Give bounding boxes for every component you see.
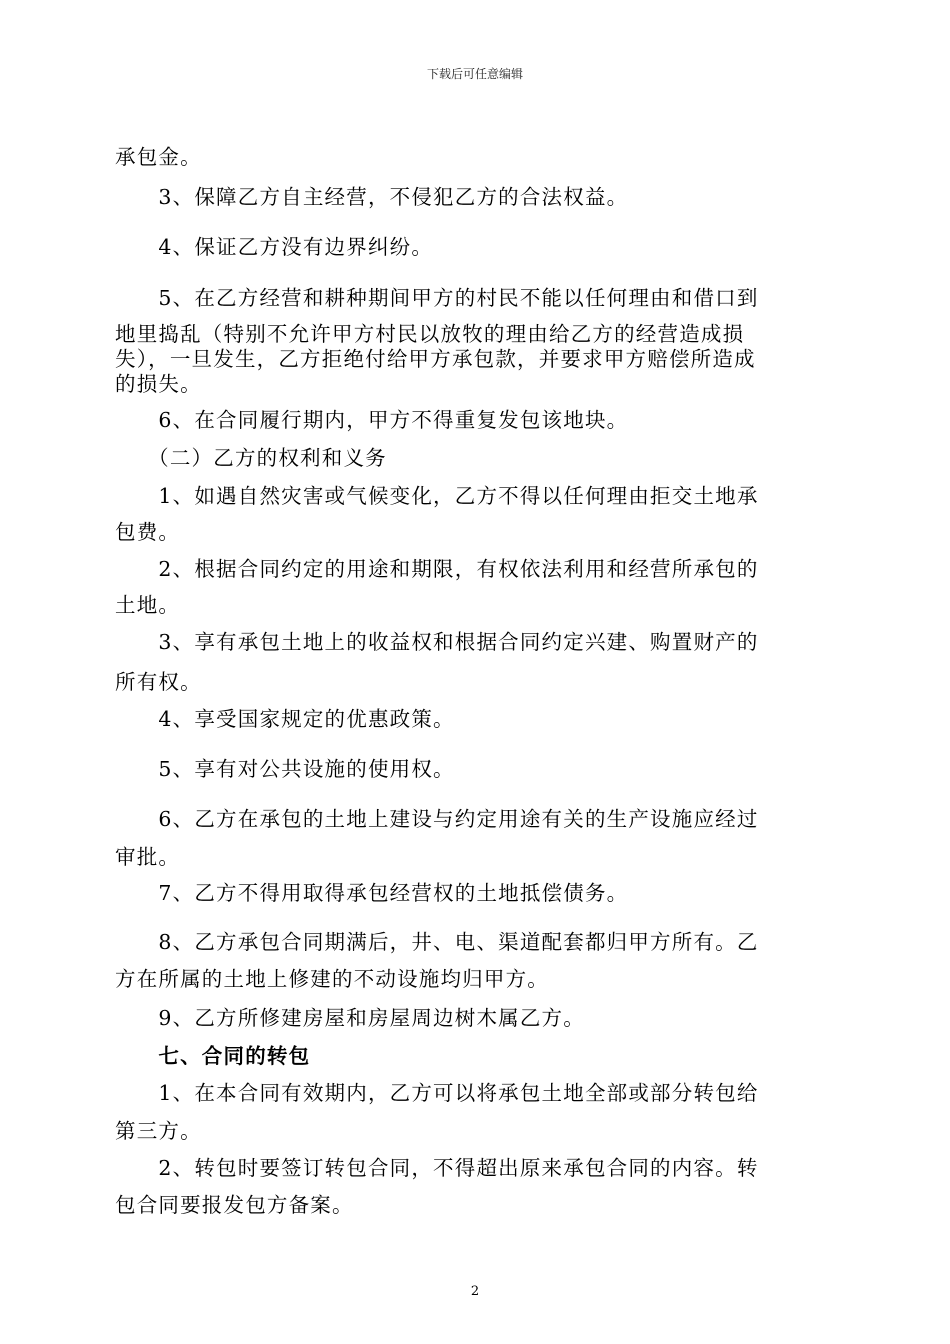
text-line: 5、在乙方经营和耕种期间甲方的村民不能以任何理由和借口到 xyxy=(115,286,759,310)
paragraph-right-6 xyxy=(115,805,840,871)
text-line: 3、保障乙方自主经营，不侵犯乙方的合法权益。 xyxy=(115,185,629,209)
paragraph-obligation-5 xyxy=(115,284,840,395)
text-line: 包合同要报发包方备案。 xyxy=(115,1193,354,1217)
text-line: 2、转包时要签订转包合同，不得超出原来承包合同的内容。转 xyxy=(115,1156,759,1180)
text-line: 9、乙方所修建房屋和房屋周边树木属乙方。 xyxy=(115,1006,585,1030)
text-line: 5、享有对公共设施的使用权。 xyxy=(115,757,455,781)
paragraph-subcontract-2 xyxy=(115,1154,840,1219)
paragraph-0 xyxy=(115,143,840,171)
section-subheading-party-b xyxy=(115,444,840,472)
text-line: 的损失。 xyxy=(115,372,202,396)
section-heading-subcontract xyxy=(115,1042,840,1070)
text-line: 所有权。 xyxy=(115,670,202,694)
paragraph-right-9 xyxy=(115,1004,840,1032)
text-line: 3、享有承包土地上的收益权和根据合同约定兴建、购置财产的 xyxy=(115,630,759,654)
text-line: 2、根据合同约定的用途和期限，有权依法利用和经营所承包的 xyxy=(115,557,759,581)
paragraph-subcontract-1 xyxy=(115,1079,840,1145)
paragraph-obligation-3 xyxy=(115,183,840,211)
text-line: 方在所属的土地上修建的不动设施均归甲方。 xyxy=(115,967,549,991)
page-number: 2 xyxy=(470,1284,480,1299)
paragraph-right-3 xyxy=(115,628,840,696)
text-line: 8、乙方承包合同期满后，井、电、渠道配套都归甲方所有。乙 xyxy=(115,930,759,954)
paragraph-right-1 xyxy=(115,482,840,546)
text-line: 地里捣乱（特别不允许甲方村民以放牧的理由给乙方的经营造成损 xyxy=(115,322,745,346)
text-line: 1、在本合同有效期内，乙方可以将承包土地全部或部分转包给 xyxy=(115,1081,759,1105)
paragraph-obligation-4 xyxy=(115,233,840,261)
text-line: 承包金。 xyxy=(115,145,202,169)
text-line: （二）乙方的权利和义务 xyxy=(115,446,387,470)
paragraph-right-2 xyxy=(115,555,840,619)
text-line: 7、乙方不得用取得承包经营权的土地抵偿债务。 xyxy=(115,881,629,905)
text-line: 6、在合同履行期内，甲方不得重复发包该地块。 xyxy=(115,408,629,432)
text-line: 包费。 xyxy=(115,520,181,544)
text-line: 审批。 xyxy=(115,845,181,869)
text-line: 失），一旦发生，乙方拒绝付给甲方承包款，并要求甲方赔偿所造成 xyxy=(115,347,756,371)
text-line: 土地。 xyxy=(115,593,181,617)
text-line: 4、享受国家规定的优惠政策。 xyxy=(115,707,455,731)
text-line: 1、如遇自然灾害或气候变化，乙方不得以任何理由拒交土地承 xyxy=(115,484,759,508)
text-line: 七、合同的转包 xyxy=(115,1044,311,1068)
paragraph-right-7 xyxy=(115,879,840,907)
page-header: 下载后可任意编辑 xyxy=(426,67,523,81)
text-line: 第三方。 xyxy=(115,1119,202,1143)
paragraph-obligation-6 xyxy=(115,406,840,434)
text-line: 4、保证乙方没有边界纠纷。 xyxy=(115,235,434,259)
paragraph-right-8 xyxy=(115,928,840,993)
text-line: 6、乙方在承包的土地上建设与约定用途有关的生产设施应经过 xyxy=(115,807,759,831)
paragraph-right-5 xyxy=(115,755,840,783)
paragraph-right-4 xyxy=(115,705,840,733)
